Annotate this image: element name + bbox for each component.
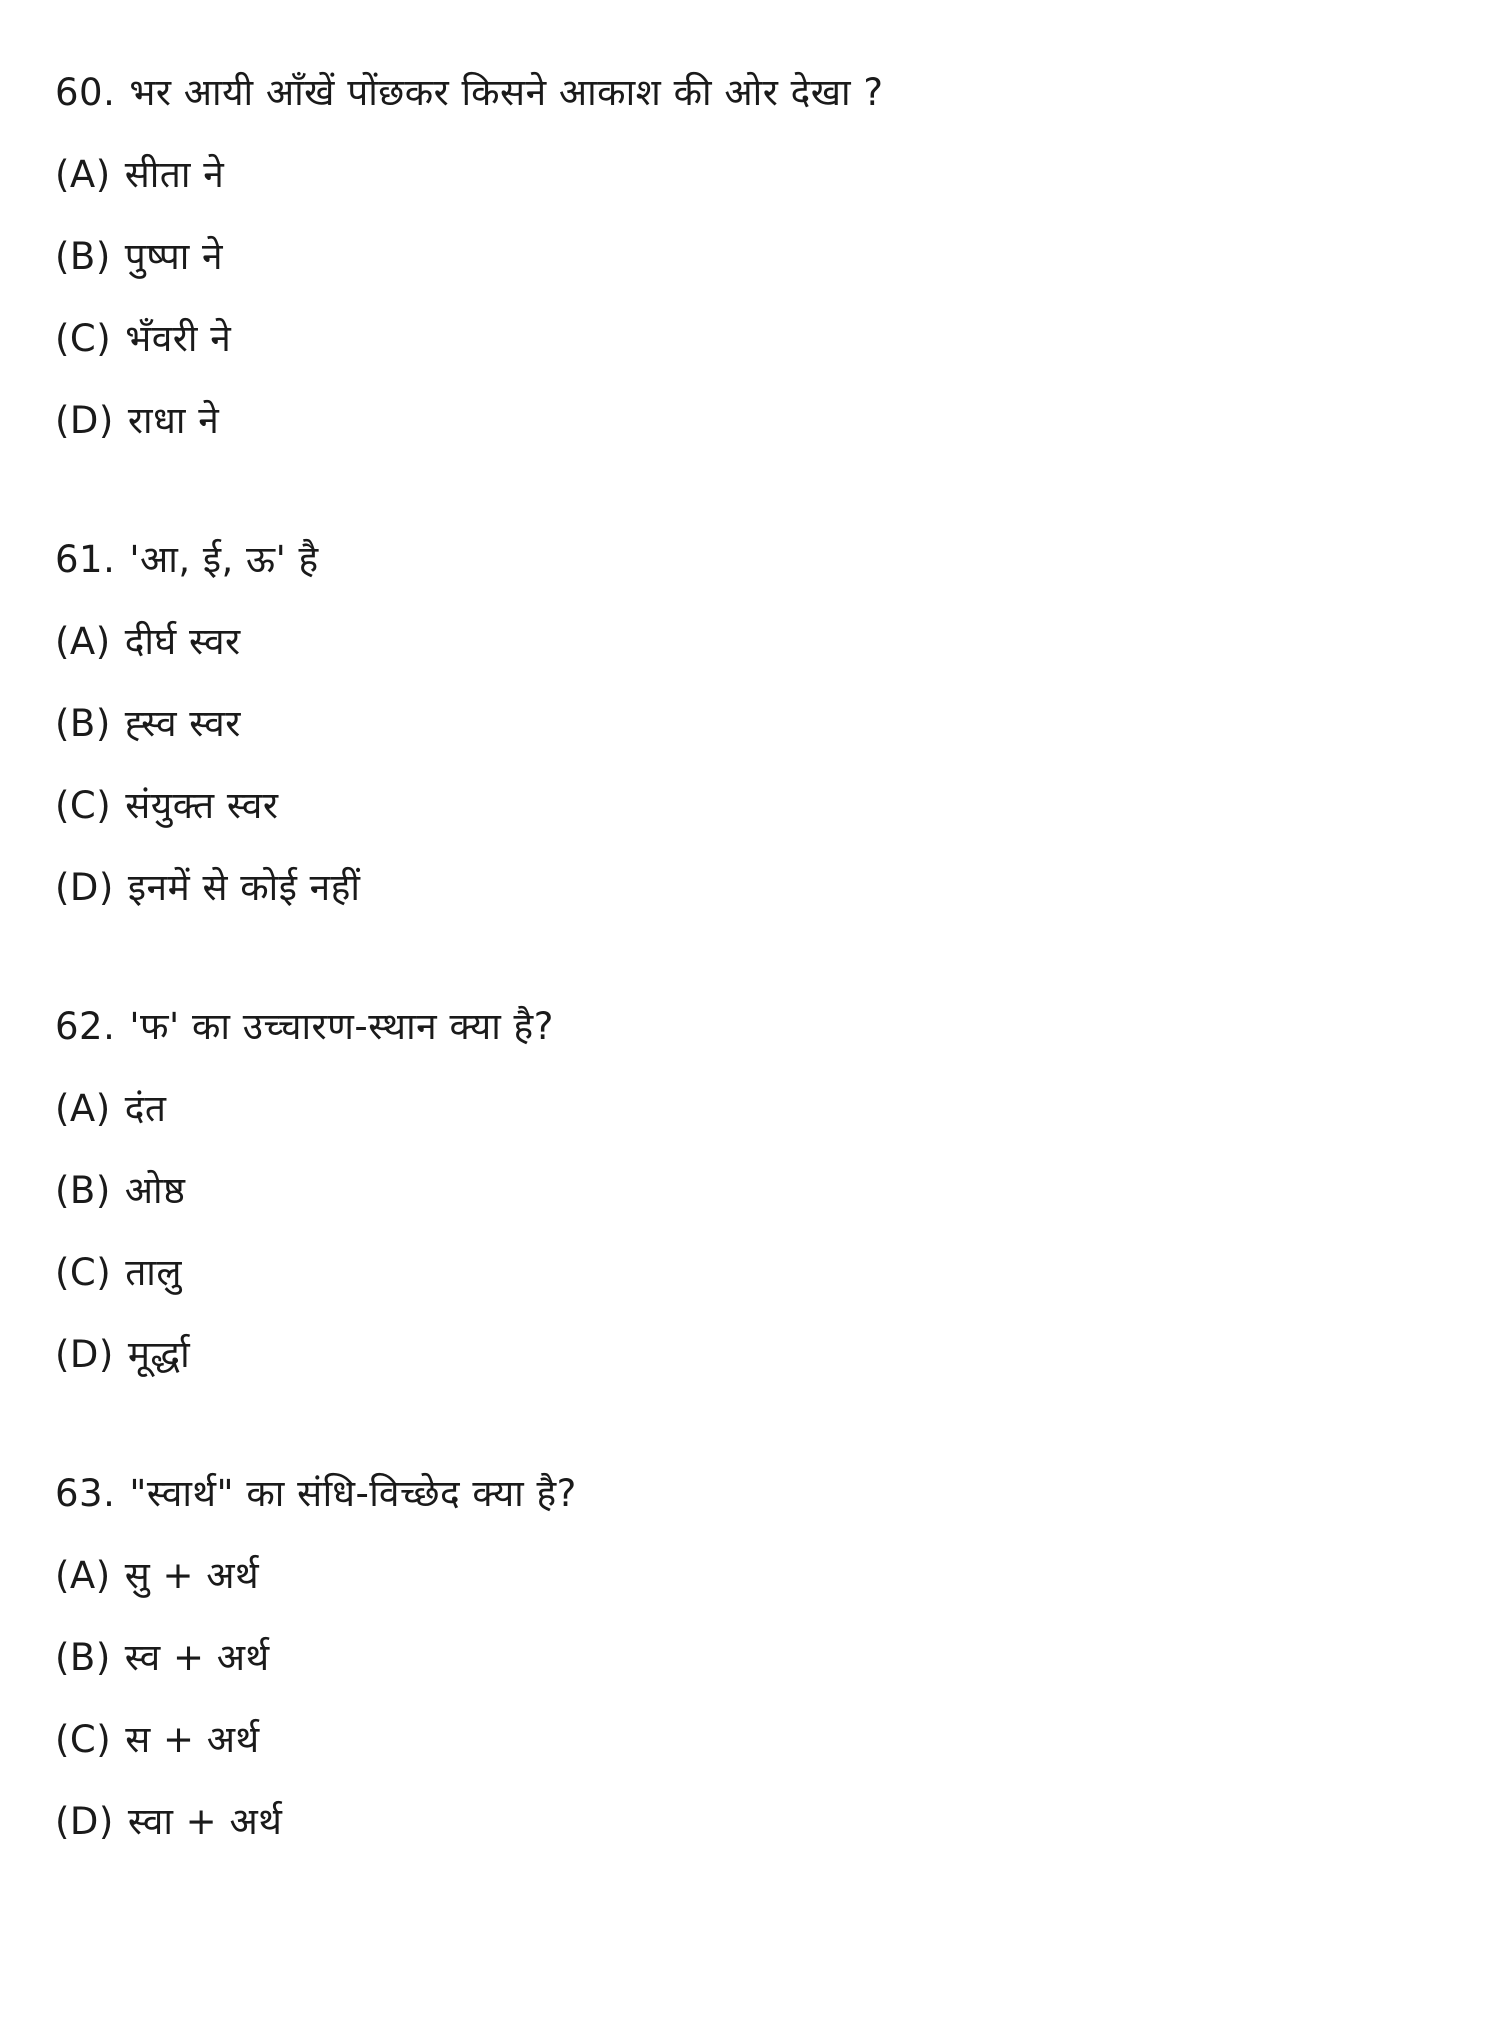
question-62 (55, 1006, 1505, 1375)
option-text: ह्स्व स्वर (124, 702, 241, 745)
option-text: भँवरी ने (125, 317, 232, 360)
option-key: (C) (55, 1718, 112, 1761)
question-61 (55, 539, 1505, 908)
option-d (55, 400, 1505, 441)
option-key: (A) (55, 153, 111, 196)
option-text: सु + अर्थ (124, 1554, 260, 1597)
option-a (55, 1088, 1505, 1129)
option-b (55, 703, 1505, 744)
option-d (55, 1801, 1505, 1842)
option-text: मूर्द्धा (127, 1333, 191, 1376)
question-number: 61. (55, 538, 116, 581)
option-text: सीता ने (124, 153, 225, 196)
question-60 (55, 72, 1505, 441)
question-text: भर आयी आँखें पोंछकर किसने आकाश की ओर देखा ? (129, 71, 884, 114)
option-c (55, 1719, 1505, 1760)
option-text: ओष्ठ (124, 1169, 186, 1212)
option-c (55, 1252, 1505, 1293)
option-key: (B) (55, 702, 111, 745)
option-text: दंत (124, 1087, 167, 1130)
option-key: (D) (55, 399, 114, 442)
question-number: 62. (55, 1005, 116, 1048)
option-text: इनमें से कोई नहीं (127, 866, 361, 909)
option-key: (A) (55, 1554, 111, 1597)
option-key: (C) (55, 784, 112, 827)
question-text: "स्वार्थ" का संधि-विच्छेद क्या है? (129, 1472, 577, 1515)
option-text: स + अर्थ (125, 1718, 260, 1761)
option-d (55, 867, 1505, 908)
option-text: दीर्घ स्वर (124, 620, 241, 663)
question-text: 'आ, ई, ऊ' है (129, 538, 319, 581)
question-number: 63. (55, 1472, 116, 1515)
option-key: (C) (55, 1251, 112, 1294)
option-text: संयुक्त स्वर (125, 784, 279, 827)
option-b (55, 1170, 1505, 1211)
question-text: 'फ' का उच्चारण-स्थान क्या है? (129, 1005, 554, 1048)
question-stem (55, 1006, 1505, 1047)
option-key: (B) (55, 1636, 111, 1679)
option-key: (D) (55, 866, 114, 909)
question-stem (55, 1473, 1505, 1514)
option-key: (B) (55, 235, 111, 278)
question-number: 60. (55, 71, 116, 114)
option-text: पुष्पा ने (124, 235, 224, 278)
option-a (55, 1555, 1505, 1596)
option-key: (A) (55, 620, 111, 663)
option-text: राधा ने (127, 399, 220, 442)
option-c (55, 318, 1505, 359)
option-a (55, 621, 1505, 662)
option-b (55, 236, 1505, 277)
question-stem (55, 72, 1505, 113)
option-b (55, 1637, 1505, 1678)
option-key: (D) (55, 1800, 114, 1843)
question-63 (55, 1473, 1505, 1842)
option-key: (B) (55, 1169, 111, 1212)
option-key: (A) (55, 1087, 111, 1130)
option-text: स्वा + अर्थ (127, 1800, 283, 1843)
option-text: तालु (125, 1251, 182, 1294)
option-d (55, 1334, 1505, 1375)
option-text: स्व + अर्थ (124, 1636, 270, 1679)
option-key: (D) (55, 1333, 114, 1376)
option-c (55, 785, 1505, 826)
option-key: (C) (55, 317, 112, 360)
option-a (55, 154, 1505, 195)
question-stem (55, 539, 1505, 580)
